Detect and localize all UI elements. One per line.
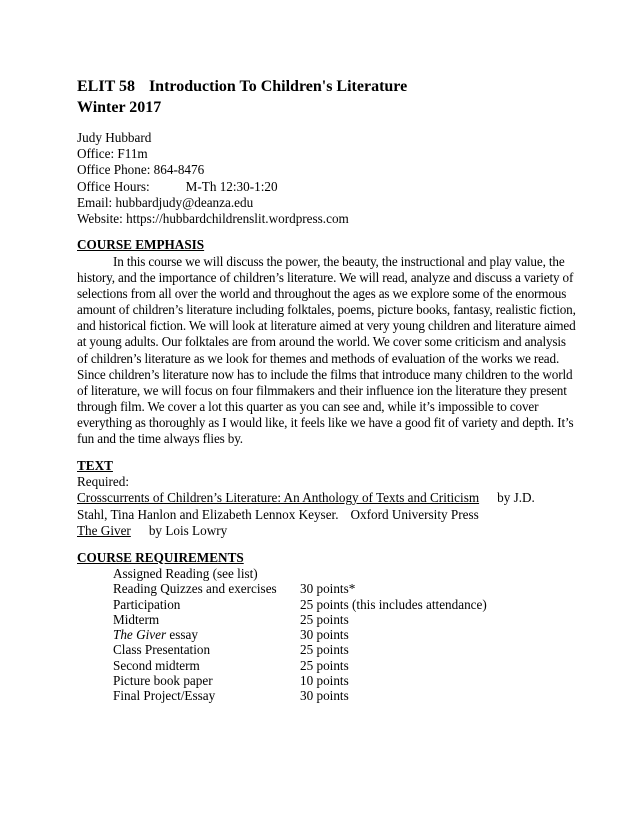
course-code: ELIT 58 — [77, 78, 135, 95]
syllabus-page — [77, 76, 577, 704]
requirement-points: 25 points — [300, 657, 349, 673]
requirements-intro-row — [113, 566, 487, 581]
table-row — [113, 642, 487, 657]
requirement-name: Second midterm — [113, 657, 200, 673]
document-title — [77, 76, 577, 97]
term: Winter 2017 — [77, 99, 162, 116]
assigned-reading: Assigned Reading (see list) — [113, 565, 258, 581]
book2-by: by Lois Lowry — [148, 523, 228, 539]
instructor-name: Judy Hubbard — [77, 130, 152, 145]
requirement-name: Picture book paper — [113, 673, 213, 689]
requirement-points: 30 points — [300, 688, 349, 704]
requirement-points: 30 points* — [300, 581, 356, 597]
book1-publisher: Oxford University Press — [350, 506, 479, 522]
website: Website: https://hubbardchildrenslit.wordpress.com — [77, 211, 349, 227]
requirement-points: 25 points — [300, 642, 349, 658]
office-hours-label: Office Hours: — [77, 178, 150, 194]
table-row — [113, 581, 487, 596]
office-location: Office: F11m — [77, 146, 148, 162]
office-hours — [77, 179, 577, 195]
office-hours-value: M-Th 12:30-1:20 — [185, 178, 278, 194]
required-label: Required: — [77, 473, 130, 489]
text-section — [77, 474, 577, 540]
giver-title-italic: The Giver — [113, 627, 167, 643]
requirement-name: Final Project/Essay — [113, 688, 216, 704]
requirement-points: 30 points — [300, 627, 349, 643]
requirement-name: Class Presentation — [113, 642, 211, 658]
book1-authors: Stahl, Tina Hanlon and Elizabeth Lennox Keyser. — [77, 506, 339, 522]
course-emphasis-body: In this course we will discuss the power, the beauty, the instructional and play value, the history, and the importance of children’s literature. We will read, analyze and discuss a variety of selections from all over the world and throughout the ages as we explore some of the enormous amount of children’s literature including folktales, poems, picture books, fantasy, realistic fiction, and historical fiction. We will look at literature aimed at very young children and literature aimed at young adults. Our folktales are from around the world. We cover some criticism and analysis of children’s literature as we look for themes and methods of evaluation of the works we read. Since children’s literature now has to include the films that introduce many children to the world of literature, we will focus on four filmmakers and their influence ion the literature they present through film. We cover a lot this quarter as you can see and, while it’s impossible to cover everything as thoroughly as I would like, it feels like we have a good fit of variety and depth. It’s fun and the time always flies by. — [77, 253, 576, 447]
requirement-name: Midterm — [113, 611, 160, 627]
requirement-name: Reading Quizzes and exercises — [113, 581, 277, 597]
table-row — [113, 597, 487, 612]
essay-suffix: essay — [166, 627, 198, 643]
instructor-info — [77, 130, 577, 227]
course-requirements-heading: COURSE REQUIREMENTS — [77, 549, 244, 565]
requirement-points: 10 points — [300, 673, 349, 689]
book2-line — [77, 523, 577, 539]
book2-title: The Giver — [77, 523, 131, 539]
book1-by: by J.D. — [497, 490, 535, 506]
course-title: Introduction To Children's Literature — [148, 78, 408, 95]
book1-title: Crosscurrents of Children’s Literature: An Anthology of Texts and Criticism — [77, 490, 480, 506]
book1-line1 — [77, 490, 577, 506]
table-row — [113, 627, 487, 642]
table-row — [113, 612, 487, 627]
book1-line2 — [77, 507, 577, 523]
course-emphasis-heading: COURSE EMPHASIS — [77, 237, 205, 253]
text-heading: TEXT — [77, 457, 113, 473]
email: Email: hubbardjudy@deanza.edu — [77, 194, 254, 210]
table-row — [113, 658, 487, 673]
requirement-name: Participation — [113, 596, 181, 612]
requirement-name — [113, 627, 300, 642]
requirement-points: 25 points — [300, 611, 349, 627]
office-phone: Office Phone: 864-8476 — [77, 162, 205, 178]
table-row — [113, 688, 487, 703]
requirement-points: 25 points (this includes attendance) — [300, 596, 487, 612]
table-row — [113, 673, 487, 688]
requirements-table — [113, 566, 487, 704]
